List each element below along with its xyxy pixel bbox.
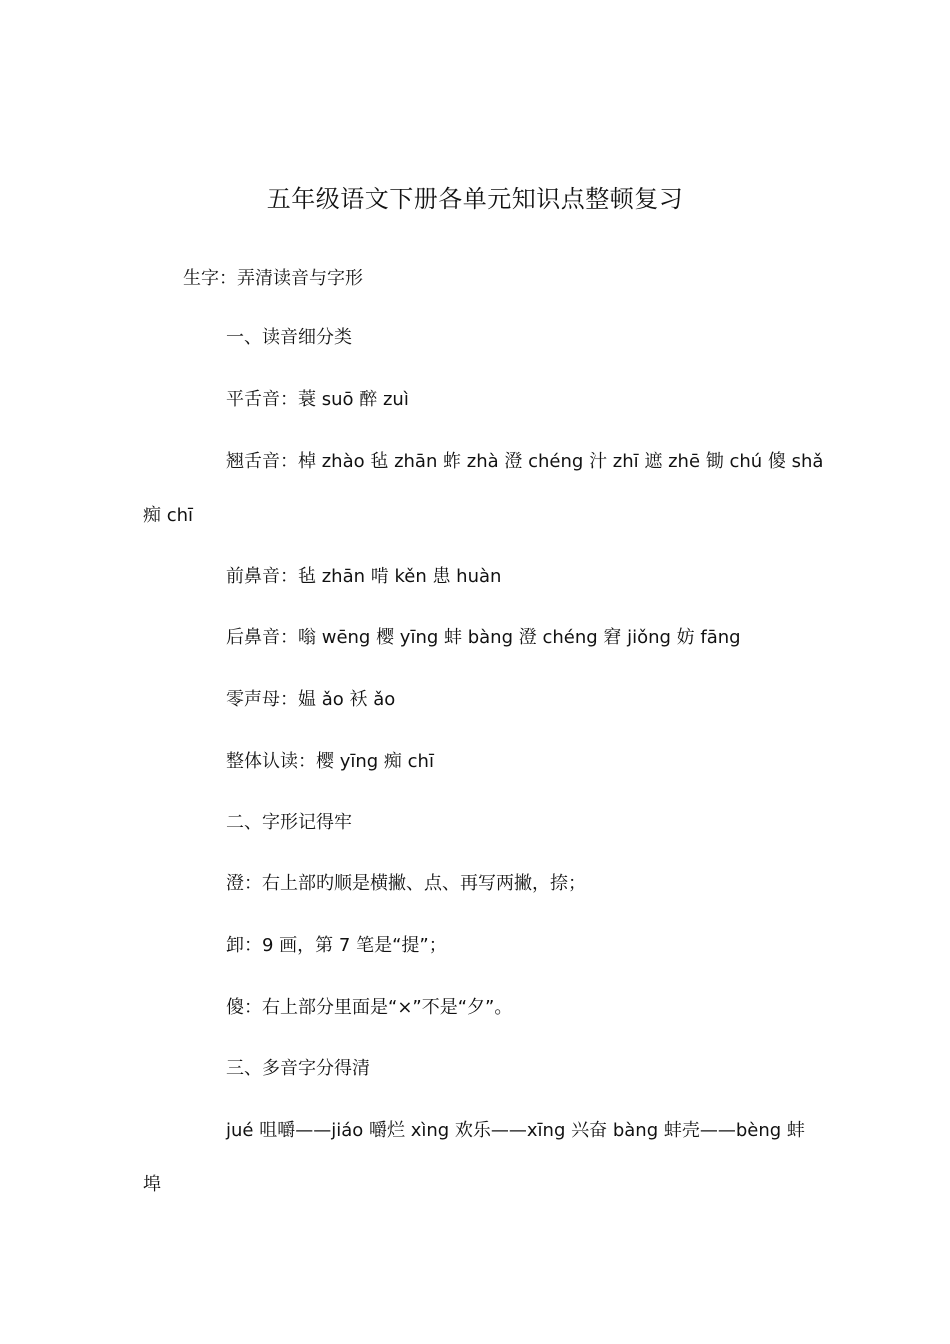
retroflex-line-continued: 痴 chī xyxy=(143,505,194,526)
front-nasal-line: 前鼻音：毡 zhān 啃 kěn 患 huàn xyxy=(226,566,502,587)
note-cheng: 澄：右上部旳顺是横撇、点、再写两撇，捺； xyxy=(226,873,586,894)
section-heading: 生字：弄清读音与字形 xyxy=(183,268,363,289)
document-title: 五年级语文下册各单元知识点整顿复习 xyxy=(266,185,684,213)
part2-heading: 二、字形记得牢 xyxy=(226,812,352,833)
part1-heading: 一、读音细分类 xyxy=(226,327,352,348)
flat-tongue-line: 平舌音：蓑 suō 醉 zuì xyxy=(226,389,409,410)
note-xie: 卸：9 画，第 7 笔是“提”； xyxy=(226,935,447,956)
part3-heading: 三、多音字分得清 xyxy=(226,1058,370,1079)
whole-syllable-line: 整体认读：樱 yīng 痴 chī xyxy=(226,751,434,772)
note-sha: 傻：右上部分里面是“×”不是“夕”。 xyxy=(226,997,513,1018)
zero-initial-line: 零声母：媪 ǎo 袄 ǎo xyxy=(226,689,396,710)
polyphone-line: jué 咀嚼——jiáo 嚼烂 xìng 欢乐——xīng 兴奋 bàng 蚌壳——bèng 蚌 xyxy=(226,1120,805,1141)
retroflex-line: 翘舌音：棹 zhào 毡 zhān 蚱 zhà 澄 chéng 汁 zhī 遮 zhē 锄 chú 傻 shǎ xyxy=(226,451,824,472)
polyphone-line-continued: 埠 xyxy=(143,1174,161,1195)
back-nasal-line: 后鼻音：嗡 wēng 樱 yīng 蚌 bàng 澄 chéng 窘 jiǒng 妨 fāng xyxy=(226,627,741,648)
